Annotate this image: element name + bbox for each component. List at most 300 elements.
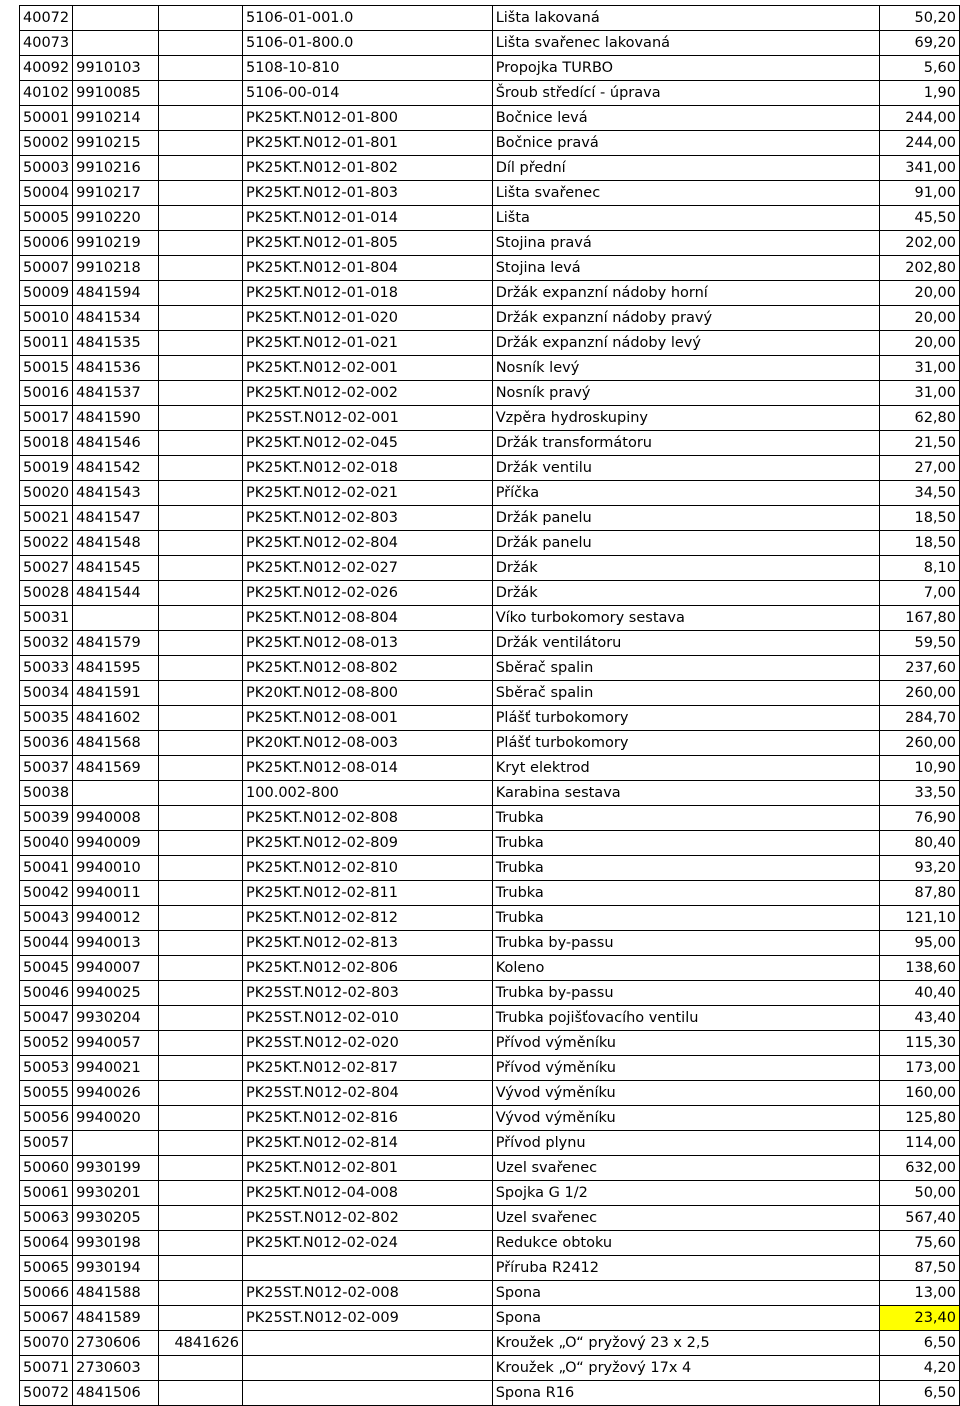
description-cell: Trubka [492,831,879,856]
description-cell: Lišta lakovaná [492,6,879,31]
table-row [20,356,960,381]
code-cell: 4841542 [73,456,159,481]
price-cell: 13,00 [880,1281,960,1306]
table-row [20,656,960,681]
alt-code-cell [159,1006,243,1031]
price-cell: 76,90 [880,806,960,831]
description-cell: Díl přední [492,156,879,181]
alt-code-cell [159,106,243,131]
drawing-number-cell [243,1331,493,1356]
table-row [20,6,960,31]
alt-code-cell [159,906,243,931]
code-cell: 9940009 [73,831,159,856]
drawing-number-cell: PK25KT.N012-02-816 [243,1106,493,1131]
code-cell: 9940025 [73,981,159,1006]
price-cell: 1,90 [880,81,960,106]
table-row [20,406,960,431]
table-row [20,106,960,131]
alt-code-cell [159,1056,243,1081]
code-cell: 9930194 [73,1256,159,1281]
drawing-number-cell: PK25KT.N012-02-808 [243,806,493,831]
table-row [20,181,960,206]
price-cell: 69,20 [880,31,960,56]
description-cell: Držák transformátoru [492,431,879,456]
price-cell: 160,00 [880,1081,960,1106]
price-cell: 5,60 [880,56,960,81]
alt-code-cell [159,31,243,56]
table-row [20,556,960,581]
item-number-cell: 50032 [20,631,73,656]
code-cell: 4841590 [73,406,159,431]
table-row [20,1156,960,1181]
table-row [20,431,960,456]
drawing-number-cell: PK25KT.N012-01-020 [243,306,493,331]
price-cell: 21,50 [880,431,960,456]
table-row [20,581,960,606]
code-cell: 9930204 [73,1006,159,1031]
item-number-cell: 50034 [20,681,73,706]
description-cell: Trubka [492,806,879,831]
code-cell: 4841536 [73,356,159,381]
code-cell: 9930198 [73,1231,159,1256]
price-cell: 115,30 [880,1031,960,1056]
table-row [20,1231,960,1256]
code-cell: 4841589 [73,1306,159,1331]
table-row [20,1006,960,1031]
price-cell: 167,80 [880,606,960,631]
description-cell: Trubka [492,906,879,931]
item-number-cell: 50007 [20,256,73,281]
drawing-number-cell: PK25KT.N012-02-817 [243,1056,493,1081]
description-cell: Držák [492,581,879,606]
description-cell: Spojka G 1/2 [492,1181,879,1206]
code-cell: 9940026 [73,1081,159,1106]
description-cell: Lišta svařenec lakovaná [492,31,879,56]
drawing-number-cell: PK25KT.N012-02-801 [243,1156,493,1181]
alt-code-cell [159,56,243,81]
drawing-number-cell: PK25KT.N012-02-045 [243,431,493,456]
item-number-cell: 50064 [20,1231,73,1256]
description-cell: Bočnice pravá [492,131,879,156]
alt-code-cell [159,831,243,856]
alt-code-cell [159,1206,243,1231]
description-cell: Spona [492,1306,879,1331]
item-number-cell: 50066 [20,1281,73,1306]
table-row [20,1381,960,1406]
description-cell: Kryt elektrod [492,756,879,781]
item-number-cell: 50052 [20,1031,73,1056]
description-cell: Sběrač spalin [492,656,879,681]
table-row [20,631,960,656]
description-cell: Stojina pravá [492,231,879,256]
code-cell: 9910218 [73,256,159,281]
price-cell: 125,80 [880,1106,960,1131]
drawing-number-cell: PK25KT.N012-02-026 [243,581,493,606]
drawing-number-cell: 5106-01-001.0 [243,6,493,31]
price-cell: 93,20 [880,856,960,881]
code-cell: 4841543 [73,481,159,506]
table-row [20,706,960,731]
code-cell: 4841579 [73,631,159,656]
drawing-number-cell: PK25KT.N012-08-014 [243,756,493,781]
table-row [20,1281,960,1306]
code-cell [73,606,159,631]
item-number-cell: 50010 [20,306,73,331]
drawing-number-cell [243,1356,493,1381]
drawing-number-cell: PK25ST.N012-02-020 [243,1031,493,1056]
drawing-number-cell [243,1256,493,1281]
alt-code-cell [159,181,243,206]
item-number-cell: 50017 [20,406,73,431]
description-cell: Vývod výměníku [492,1106,879,1131]
alt-code-cell [159,1256,243,1281]
alt-code-cell: 4841626 [159,1331,243,1356]
parts-table [19,5,960,1406]
code-cell: 9940021 [73,1056,159,1081]
price-cell: 244,00 [880,106,960,131]
drawing-number-cell: PK25ST.N012-02-008 [243,1281,493,1306]
price-cell: 10,90 [880,756,960,781]
description-cell: Plášť turbokomory [492,706,879,731]
item-number-cell: 50001 [20,106,73,131]
drawing-number-cell: 5106-01-800.0 [243,31,493,56]
table-row [20,1306,960,1331]
drawing-number-cell: PK25KT.N012-02-027 [243,556,493,581]
item-number-cell: 50053 [20,1056,73,1081]
drawing-number-cell: PK25KT.N012-02-810 [243,856,493,881]
price-cell: 237,60 [880,656,960,681]
item-number-cell: 50009 [20,281,73,306]
code-cell [73,781,159,806]
code-cell: 9940013 [73,931,159,956]
alt-code-cell [159,456,243,481]
alt-code-cell [159,781,243,806]
description-cell: Držák [492,556,879,581]
table-row [20,131,960,156]
code-cell: 9910215 [73,131,159,156]
price-cell: 50,00 [880,1181,960,1206]
price-cell: 244,00 [880,131,960,156]
item-number-cell: 50004 [20,181,73,206]
code-cell: 9910214 [73,106,159,131]
price-cell: 6,50 [880,1331,960,1356]
alt-code-cell [159,1231,243,1256]
code-cell: 9940020 [73,1106,159,1131]
price-cell: 202,80 [880,256,960,281]
drawing-number-cell: PK25KT.N012-02-024 [243,1231,493,1256]
item-number-cell: 50065 [20,1256,73,1281]
alt-code-cell [159,556,243,581]
table-row [20,906,960,931]
item-number-cell: 50003 [20,156,73,181]
item-number-cell: 50047 [20,1006,73,1031]
alt-code-cell [159,431,243,456]
table-row [20,331,960,356]
code-cell: 4841537 [73,381,159,406]
item-number-cell: 50016 [20,381,73,406]
code-cell: 9930199 [73,1156,159,1181]
alt-code-cell [159,1181,243,1206]
description-cell: Bočnice levá [492,106,879,131]
drawing-number-cell: PK20KT.N012-08-800 [243,681,493,706]
alt-code-cell [159,956,243,981]
alt-code-cell [159,1306,243,1331]
price-cell: 341,00 [880,156,960,181]
price-cell: 31,00 [880,356,960,381]
description-cell: Přívod plynu [492,1131,879,1156]
price-cell: 43,40 [880,1006,960,1031]
code-cell: 4841568 [73,731,159,756]
description-cell: Trubka [492,856,879,881]
alt-code-cell [159,306,243,331]
item-number-cell: 50056 [20,1106,73,1131]
code-cell: 9910085 [73,81,159,106]
item-number-cell: 50067 [20,1306,73,1331]
code-cell: 4841544 [73,581,159,606]
description-cell: Držák panelu [492,506,879,531]
description-cell: Držák panelu [492,531,879,556]
price-cell: 632,00 [880,1156,960,1181]
alt-code-cell [159,6,243,31]
code-cell: 9940008 [73,806,159,831]
description-cell: Stojina levá [492,256,879,281]
price-cell: 6,50 [880,1381,960,1406]
alt-code-cell [159,1131,243,1156]
description-cell: Nosník pravý [492,381,879,406]
drawing-number-cell: PK25KT.N012-01-018 [243,281,493,306]
drawing-number-cell: PK25KT.N012-01-803 [243,181,493,206]
table-row [20,931,960,956]
code-cell: 4841534 [73,306,159,331]
alt-code-cell [159,1031,243,1056]
table-row [20,1181,960,1206]
item-number-cell: 50022 [20,531,73,556]
drawing-number-cell: PK25KT.N012-08-013 [243,631,493,656]
code-cell [73,6,159,31]
drawing-number-cell: PK25KT.N012-02-806 [243,956,493,981]
table-row [20,1331,960,1356]
drawing-number-cell: PK25KT.N012-01-801 [243,131,493,156]
drawing-number-cell: PK25KT.N012-04-008 [243,1181,493,1206]
drawing-number-cell: PK25KT.N012-02-803 [243,506,493,531]
table-row [20,56,960,81]
table-row [20,1081,960,1106]
drawing-number-cell: PK25ST.N012-02-803 [243,981,493,1006]
drawing-number-cell: 100.002-800 [243,781,493,806]
item-number-cell: 50043 [20,906,73,931]
item-number-cell: 50021 [20,506,73,531]
code-cell: 9940007 [73,956,159,981]
alt-code-cell [159,631,243,656]
description-cell: Držák expanzní nádoby horní [492,281,879,306]
table-row [20,1031,960,1056]
price-cell: 284,70 [880,706,960,731]
code-cell: 9940010 [73,856,159,881]
code-cell: 4841547 [73,506,159,531]
table-row [20,1356,960,1381]
table-row [20,256,960,281]
item-number-cell: 50028 [20,581,73,606]
alt-code-cell [159,1106,243,1131]
item-number-cell: 50015 [20,356,73,381]
description-cell: Příruba R2412 [492,1256,879,1281]
alt-code-cell [159,606,243,631]
item-number-cell: 40073 [20,31,73,56]
price-cell: 4,20 [880,1356,960,1381]
price-cell: 114,00 [880,1131,960,1156]
alt-code-cell [159,331,243,356]
price-cell: 260,00 [880,681,960,706]
table-row [20,456,960,481]
drawing-number-cell: PK25KT.N012-02-002 [243,381,493,406]
drawing-number-cell: PK25KT.N012-01-800 [243,106,493,131]
item-number-cell: 50046 [20,981,73,1006]
price-cell: 23,40 [880,1306,960,1331]
alt-code-cell [159,731,243,756]
price-cell: 18,50 [880,506,960,531]
price-cell: 260,00 [880,731,960,756]
price-cell: 18,50 [880,531,960,556]
drawing-number-cell: PK25KT.N012-01-014 [243,206,493,231]
drawing-number-cell: PK20KT.N012-08-003 [243,731,493,756]
item-number-cell: 50070 [20,1331,73,1356]
code-cell: 9910219 [73,231,159,256]
price-cell: 7,00 [880,581,960,606]
drawing-number-cell: PK25KT.N012-02-809 [243,831,493,856]
table-row [20,956,960,981]
item-number-cell: 50060 [20,1156,73,1181]
price-cell: 20,00 [880,306,960,331]
alt-code-cell [159,81,243,106]
item-number-cell: 50038 [20,781,73,806]
item-number-cell: 50072 [20,1381,73,1406]
code-cell [73,1131,159,1156]
item-number-cell: 50040 [20,831,73,856]
table-row [20,506,960,531]
alt-code-cell [159,1281,243,1306]
alt-code-cell [159,256,243,281]
drawing-number-cell: PK25ST.N012-02-009 [243,1306,493,1331]
item-number-cell: 50045 [20,956,73,981]
code-cell: 4841545 [73,556,159,581]
alt-code-cell [159,1381,243,1406]
description-cell: Držák ventilu [492,456,879,481]
item-number-cell: 50002 [20,131,73,156]
item-number-cell: 50061 [20,1181,73,1206]
code-cell: 4841602 [73,706,159,731]
price-cell: 87,80 [880,881,960,906]
description-cell: Propojka TURBO [492,56,879,81]
table-row [20,481,960,506]
item-number-cell: 50033 [20,656,73,681]
description-cell: Vývod výměníku [492,1081,879,1106]
item-number-cell: 50039 [20,806,73,831]
price-cell: 34,50 [880,481,960,506]
item-number-cell: 50037 [20,756,73,781]
table-row [20,306,960,331]
price-cell: 27,00 [880,456,960,481]
code-cell: 9910216 [73,156,159,181]
code-cell: 4841569 [73,756,159,781]
table-row [20,731,960,756]
description-cell: Redukce obtoku [492,1231,879,1256]
description-cell: Přívod výměníku [492,1056,879,1081]
table-row [20,1256,960,1281]
drawing-number-cell: PK25KT.N012-02-812 [243,906,493,931]
item-number-cell: 50057 [20,1131,73,1156]
code-cell: 4841546 [73,431,159,456]
code-cell: 9910217 [73,181,159,206]
drawing-number-cell: PK25KT.N012-02-021 [243,481,493,506]
item-number-cell: 40072 [20,6,73,31]
code-cell: 4841595 [73,656,159,681]
table-row [20,1206,960,1231]
table-row [20,756,960,781]
description-cell: Vzpěra hydroskupiny [492,406,879,431]
code-cell: 9930201 [73,1181,159,1206]
drawing-number-cell: PK25KT.N012-02-813 [243,931,493,956]
drawing-number-cell: PK25ST.N012-02-010 [243,1006,493,1031]
item-number-cell: 50041 [20,856,73,881]
description-cell: Nosník levý [492,356,879,381]
description-cell: Lišta svařenec [492,181,879,206]
drawing-number-cell: PK25KT.N012-08-804 [243,606,493,631]
price-cell: 75,60 [880,1231,960,1256]
parts-table-body [20,6,960,1406]
item-number-cell: 50044 [20,931,73,956]
price-cell: 138,60 [880,956,960,981]
code-cell: 9940057 [73,1031,159,1056]
alt-code-cell [159,1356,243,1381]
item-number-cell: 50055 [20,1081,73,1106]
drawing-number-cell: PK25KT.N012-01-804 [243,256,493,281]
code-cell: 9910103 [73,56,159,81]
table-row [20,806,960,831]
table-row [20,1131,960,1156]
code-cell: 4841591 [73,681,159,706]
alt-code-cell [159,281,243,306]
description-cell: Držák ventilátoru [492,631,879,656]
code-cell: 9910220 [73,206,159,231]
drawing-number-cell: PK25KT.N012-08-001 [243,706,493,731]
code-cell: 4841506 [73,1381,159,1406]
description-cell: Uzel svařenec [492,1206,879,1231]
code-cell: 2730606 [73,1331,159,1356]
description-cell: Šroub středící - úprava [492,81,879,106]
price-cell: 567,40 [880,1206,960,1231]
price-cell: 33,50 [880,781,960,806]
table-row [20,206,960,231]
table-row [20,231,960,256]
drawing-number-cell: PK25KT.N012-02-814 [243,1131,493,1156]
drawing-number-cell: 5108-10-810 [243,56,493,81]
alt-code-cell [159,931,243,956]
code-cell: 9940012 [73,906,159,931]
drawing-number-cell: PK25ST.N012-02-001 [243,406,493,431]
drawing-number-cell: PK25KT.N012-02-001 [243,356,493,381]
description-cell: Víko turbokomory sestava [492,606,879,631]
code-cell: 4841535 [73,331,159,356]
description-cell: Příčka [492,481,879,506]
price-cell: 31,00 [880,381,960,406]
alt-code-cell [159,981,243,1006]
code-cell: 4841594 [73,281,159,306]
code-cell: 9940011 [73,881,159,906]
alt-code-cell [159,206,243,231]
alt-code-cell [159,381,243,406]
alt-code-cell [159,231,243,256]
item-number-cell: 50042 [20,881,73,906]
